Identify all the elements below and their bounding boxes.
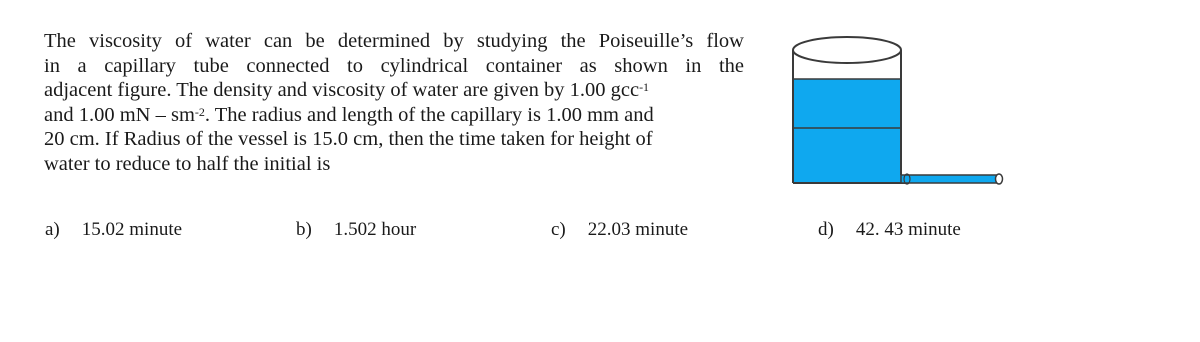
answer-options: [0, 219, 1200, 245]
density-unit-exponent: -1: [639, 80, 650, 94]
question-line-3: [44, 78, 744, 103]
option-d-letter: d): [818, 219, 834, 240]
question-line-4-rest: . The radius and length of the capillary is 1.00 mm and: [204, 103, 654, 126]
option-b[interactable]: [296, 219, 416, 241]
option-d[interactable]: [818, 219, 961, 241]
option-a-letter: a): [45, 219, 60, 240]
option-a-text: 15.02 minute: [81, 219, 183, 240]
option-b-text: 1.502 hour: [333, 219, 417, 240]
question-line-6: water to reduce to half the initial is: [44, 152, 331, 175]
viscosity-unit-exponent: -2: [194, 104, 205, 119]
question-line-4-text: and 1.00 mN – sm: [44, 103, 195, 126]
option-c[interactable]: [551, 219, 688, 241]
capillary-tube: [901, 175, 999, 183]
option-c-text: 22.03 minute: [587, 219, 689, 240]
question-text: [44, 29, 744, 176]
question-line-2: in a capillary tube connected to cylindrical container as shown in the: [44, 54, 744, 77]
water-fill: [793, 79, 901, 183]
option-d-text: 42. 43 minute: [855, 219, 961, 240]
question-line-1: The viscosity of water can be determined by studying the Poiseuille’s flow: [44, 30, 744, 52]
vessel-capillary-figure: [785, 27, 1025, 192]
question-line-4: [44, 103, 744, 128]
question-line-5: 20 cm. If Radius of the vessel is 15.0 cm, then the time taken for height of: [44, 128, 653, 150]
option-c-letter: c): [551, 219, 566, 240]
vessel-top-rim: [793, 37, 901, 63]
capillary-outlet: [996, 174, 1003, 184]
option-b-letter: b): [296, 219, 312, 240]
question-line-3-text: adjacent figure. The density and viscosity of water are given by 1.00 gcc: [44, 79, 640, 101]
option-a[interactable]: [45, 219, 182, 241]
